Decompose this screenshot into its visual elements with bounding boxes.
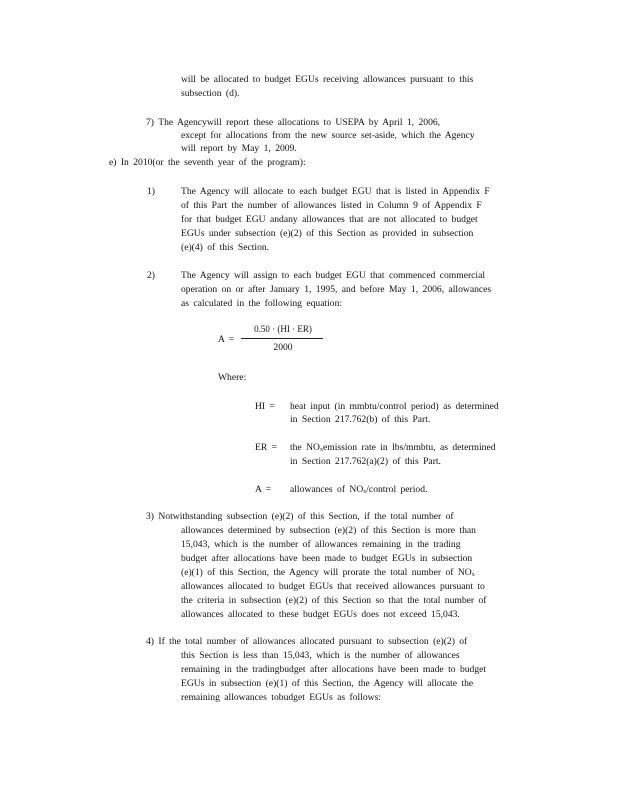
definition-text: in Section 217.762(a)(2) of this Part. xyxy=(290,456,441,467)
equation-denominator: 2000 xyxy=(273,342,293,353)
text-line: this Section is less than 15,043, which is the number of allowances xyxy=(181,650,460,661)
text-line: The Agency will allocate to each budget EGU that is listed in Appendix F xyxy=(181,186,490,197)
text-line: for that budget EGU andany allowances that are not allocated to budget xyxy=(181,214,478,225)
text-line: EGUs under subsection (e)(2) of this Section as provided in subsection xyxy=(181,228,474,239)
text-line: allowances allocated to these budget EGUs does not exceed 15,043. xyxy=(181,609,460,620)
definition-text: heat input (in mmbtu/control period) as determined xyxy=(290,401,499,412)
text-line: (e)(4) of this Section. xyxy=(181,242,270,253)
definition-text: the $NO_xemission$ rate in lbs/mmbtu, as determined xyxy=(290,442,496,453)
equation-numerator: 0.50 · (HI · ER) xyxy=(254,324,312,334)
fraction-bar xyxy=(241,338,323,339)
definition-text: allowances of $NO_x$/control period. xyxy=(290,484,428,495)
definition-term: A = xyxy=(255,484,272,495)
text-line: 15,043, which is the number of allowances remaining in the trading xyxy=(181,539,461,550)
text-line: operation on or after January 1, 1995, and before May 1, 2006, allowances xyxy=(181,284,492,295)
subsection-e-heading: e) In 2010(or the seventh year of the program): xyxy=(109,157,306,168)
text-line: The Agency will assign to each budget EGU that commenced commercial xyxy=(181,270,485,281)
text-line: budget after allocations have been made to budget EGUs in subsection xyxy=(181,553,473,564)
text-line: remaining in the tradingbudget after allocations have been made to budget xyxy=(181,664,487,675)
definition-text: in Section 217.762(b) of this Part. xyxy=(290,414,431,425)
text-line: will be allocated to budget EGUs receiving allowances pursuant to this xyxy=(181,74,474,85)
equation-lhs: A = xyxy=(218,334,235,345)
text-line: allowances allocated to budget EGUs that received allowances pursuant to xyxy=(181,581,485,592)
text-line: remaining allowances tobudget EGUs as follows: xyxy=(181,692,381,703)
text-line: (e)(1) of this Section, the Agency will prorate the total number of $NO_x$ xyxy=(181,567,475,578)
definition-term: ER = xyxy=(255,442,278,453)
text-line: as calculated in the following equation: xyxy=(181,298,343,309)
text-line: subsection (d). xyxy=(181,88,240,99)
item-number: 2) xyxy=(147,270,155,281)
definition-term: HI = xyxy=(255,401,275,412)
text-line: will report by May 1, 2009. xyxy=(181,143,297,154)
item-number: 1) xyxy=(147,186,155,197)
paragraph-7-start: 7) The Agencywill report these allocations to USEPA by April 1, 2006, xyxy=(146,117,441,128)
text-line: the criteria in subsection (e)(2) of this Section so that the total number of xyxy=(181,595,487,606)
text-line: of this Part the number of allowances listed in Column 9 of Appendix F xyxy=(181,200,482,211)
where-label: Where: xyxy=(218,372,247,383)
text-line: EGUs in subsection (e)(1) of this Section, the Agency will allocate the xyxy=(181,678,474,689)
text-line: allowances determined by subsection (e)(2) of this Section is more than xyxy=(181,525,476,536)
paragraph-4-start: 4) If the total number of allowances allocated pursuant to subsection (e)(2) of xyxy=(146,636,468,647)
text-line: except for allocations from the new source set-aside, which the Agency xyxy=(181,130,475,141)
paragraph-3-start: 3) Notwithstanding subsection (e)(2) of this Section, if the total number of xyxy=(146,511,454,522)
